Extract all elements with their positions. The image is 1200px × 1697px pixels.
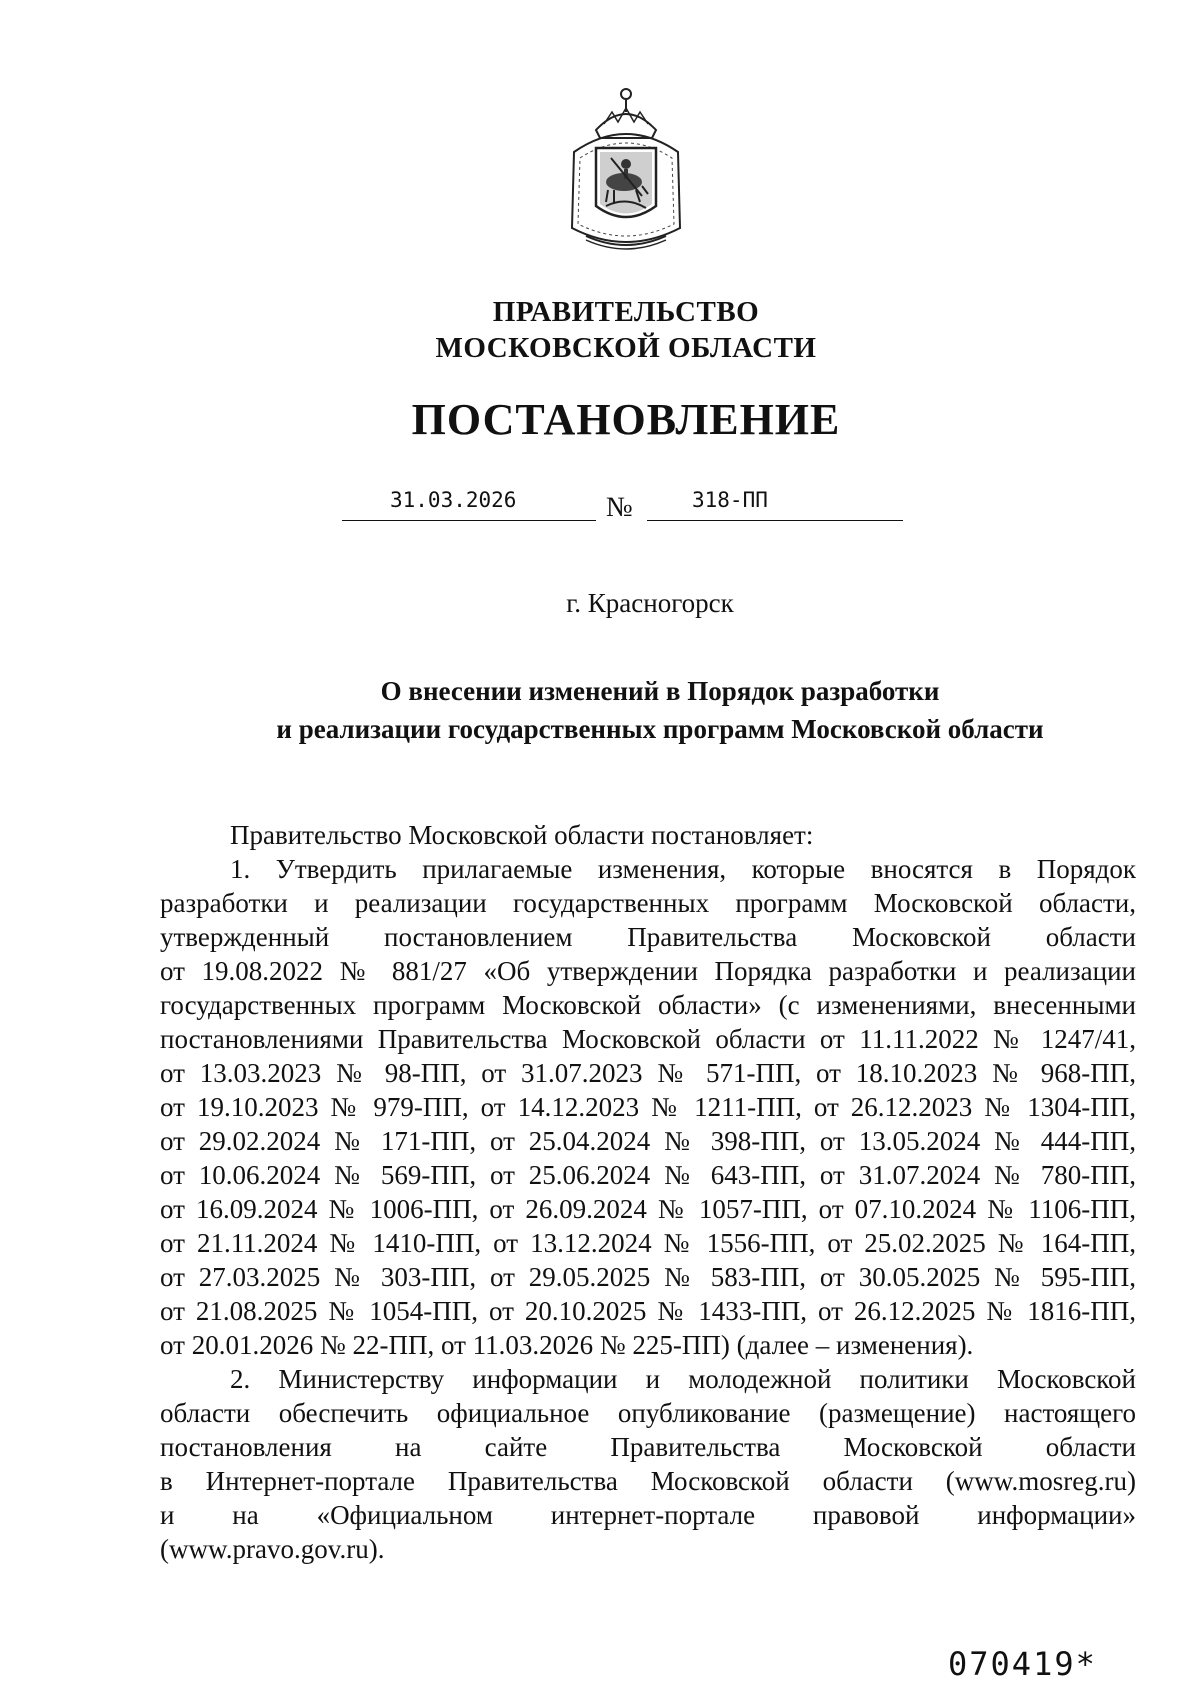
document-number: 318-ПП bbox=[692, 488, 768, 512]
body-line: Правительство Московской области постановляет: bbox=[230, 820, 814, 850]
coat-of-arms-emblem-icon bbox=[556, 78, 696, 258]
subject-line2: и реализации государственных программ Московской области bbox=[276, 714, 1044, 744]
body-line: от 19.08.2022 № 881/27 «Об утверждении Порядка разработки и реализации bbox=[160, 956, 1136, 986]
body-line: в Интернет-портале Правительства Московской области (www.mosreg.ru) bbox=[160, 1466, 1136, 1496]
body-line: утвержденный постановлением Правительства Московской области bbox=[160, 922, 1136, 952]
body-line: разработки и реализации государственных программ Московской области, bbox=[160, 888, 1136, 918]
body-line: от 27.03.2025 № 303-ПП, от 29.05.2025 № 583-ПП, от 30.05.2025 № 595-ПП, bbox=[160, 1262, 1136, 1292]
body-line: и на «Официальном интернет-портале правовой информации» bbox=[160, 1500, 1136, 1530]
body-line: (www.pravo.gov.ru). bbox=[160, 1534, 385, 1564]
body-line: государственных программ Московской области» (с изменениями, внесенными bbox=[160, 990, 1136, 1020]
body-line: постановления на сайте Правительства Московской области bbox=[160, 1432, 1136, 1462]
date-underline bbox=[342, 520, 596, 521]
body-line: от 16.09.2024 № 1006-ПП, от 26.09.2024 № 1057-ПП, от 07.10.2024 № 1106-ПП, bbox=[160, 1194, 1136, 1224]
body-line: от 29.02.2024 № 171-ПП, от 25.04.2024 № 398-ПП, от 13.05.2024 № 444-ПП, bbox=[160, 1126, 1136, 1156]
document-subject bbox=[160, 672, 1160, 748]
body-line: 2. Министерству информации и молодежной политики Московской bbox=[230, 1364, 1136, 1394]
body-line: от 21.08.2025 № 1054-ПП, от 20.10.2025 № 1433-ПП, от 26.12.2025 № 1816-ПП, bbox=[160, 1296, 1136, 1326]
subject-line1: О внесении изменений в Порядок разработки bbox=[380, 676, 940, 706]
document-type-title: ПОСТАНОВЛЕНИЕ bbox=[411, 395, 841, 444]
body-line: 1. Утвердить прилагаемые изменения, которые вносятся в Порядок bbox=[230, 854, 1136, 884]
body-line: от 10.06.2024 № 569-ПП, от 25.06.2024 № 643-ПП, от 31.07.2024 № 780-ПП, bbox=[160, 1160, 1136, 1190]
number-underline bbox=[647, 520, 903, 521]
document-serial-stamp: 070419* bbox=[948, 1645, 1097, 1683]
organization-name-line2: МОСКОВСКОЙ ОБЛАСТИ bbox=[435, 332, 817, 364]
body-line: от 13.03.2023 № 98-ПП, от 31.07.2023 № 571-ПП, от 18.10.2023 № 968-ПП, bbox=[160, 1058, 1136, 1088]
organization-name-line1: ПРАВИТЕЛЬСТВО bbox=[492, 296, 760, 328]
body-line: от 19.10.2023 № 979-ПП, от 14.12.2023 № 1211-ПП, от 26.12.2023 № 1304-ПП, bbox=[160, 1092, 1136, 1122]
body-line: области обеспечить официальное опубликование (размещение) настоящего bbox=[160, 1398, 1136, 1428]
city-name: г. Красногорск bbox=[566, 588, 734, 618]
body-line: от 20.01.2026 № 22-ПП, от 11.03.2026 № 225-ПП) (далее – изменения). bbox=[160, 1330, 974, 1360]
body-line: постановлениями Правительства Московской области от 11.11.2022 № 1247/41, bbox=[160, 1024, 1136, 1054]
body-line: от 21.11.2024 № 1410-ПП, от 13.12.2024 № 1556-ПП, от 25.02.2025 № 164-ПП, bbox=[160, 1228, 1136, 1258]
document-date: 31.03.2026 bbox=[390, 488, 517, 512]
number-sign: № bbox=[606, 492, 633, 523]
